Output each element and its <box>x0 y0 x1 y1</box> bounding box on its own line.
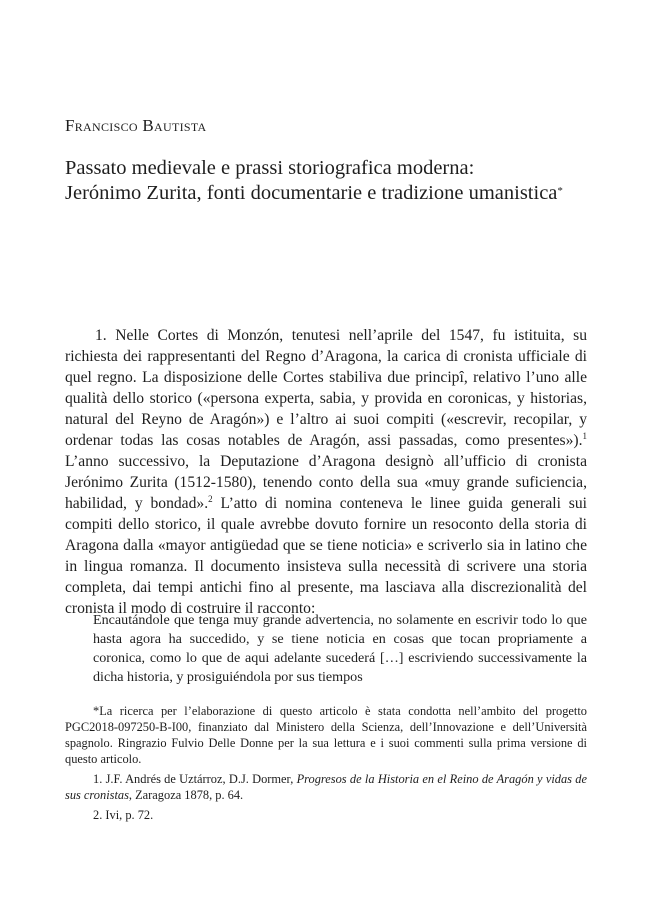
body-text-part-1: 1. Nelle Cortes di Monzón, tenutesi nell’aprile del 1547, fu istituita, su richiesta dei rappresentanti del Regno d’Aragona, la carica di cronista ufficiale di quel regno. La disposizione delle Cortes stabiliva due principî, relativo l’uno alle qualità dello storico («persona experta, sabia, y provida en coronicas, y historias, natural del Reyno de Aragón») e l’altro ai suoi compiti («escrevir, recopilar, y ordenar todas las cosas notables de Aragón, assi passadas, como presentes»). <box>65 327 587 449</box>
footnote-1-title: Progresos de la Historia en el Reino de Aragón y vidas de sus cronistas <box>65 772 587 802</box>
footnote-ref-2: 2 <box>208 493 213 504</box>
title-footnote-mark: * <box>557 185 563 197</box>
footnote-1-publication: , Zaragoza 1878, p. 64. <box>128 788 244 802</box>
author-name: Francisco Bautista <box>65 116 207 135</box>
footnote-2: 2. Ivi, p. 72. <box>93 808 154 822</box>
body-text-part-2: L’anno successivo, la Deputazione d’Aragona designò all’ufficio di cronista Jerónimo Zurita (1512-1580), tenendo conto della sua «muy grande suficiencia, habilidad, y bondad». <box>65 453 587 512</box>
title-line-1: Passato medievale e prassi storiografica moderna: <box>65 157 475 179</box>
article-title <box>65 156 585 206</box>
footnotes <box>65 703 587 827</box>
body-text-part-3: L’atto di nomina conteneva le linee guida generali sui compiti dello storico, il quale avrebbe dovuto fornire un resoconto della storia di Aragona dalla «mayor antigüedad que se tiene noticia» e scriverlo sia in latino che in lingua romanza. Il documento insisteva sulla necessità di scrivere una storia completa, dai tempi antichi fino al presente, ma lasciava alla discrezionalità del cronista il modo di costruire il racconto: <box>65 495 587 617</box>
block-quote: Encautándole que tenga muy grande advertencia, no solamente en escrivir todo lo que hasta agora ha succedido, y se tiene noticia en cosas que tocan propriamente a coronica, como lo que de aqui adelante sucederá […] escriviendo successivamente la dicha historia, y prosiguiéndola por sus tiempos <box>93 612 587 685</box>
title-line-2-text: Jerónimo Zurita, fonti documentarie e tradizione umanistica <box>65 182 558 204</box>
footnote-star: *La ricerca per l’elaborazione di questo articolo è stata condotta nell’ambito del progetto PGC2018-097250-B-I00, finanziato dal Ministero della Scienza, dell’Innovazione e dell’Università spagnolo. Ringrazio Fulvio Delle Donne per la sua lettura e i suoi commenti sulla prima versione di questo articolo. <box>65 704 587 766</box>
footnote-1 <box>65 771 587 803</box>
body-paragraph <box>65 325 587 619</box>
footnote-1-authors: 1. J.F. Andrés de Uztárroz, D.J. Dormer, <box>93 772 297 786</box>
footnote-ref-1: 1 <box>582 430 587 441</box>
title-line-2 <box>65 181 585 206</box>
